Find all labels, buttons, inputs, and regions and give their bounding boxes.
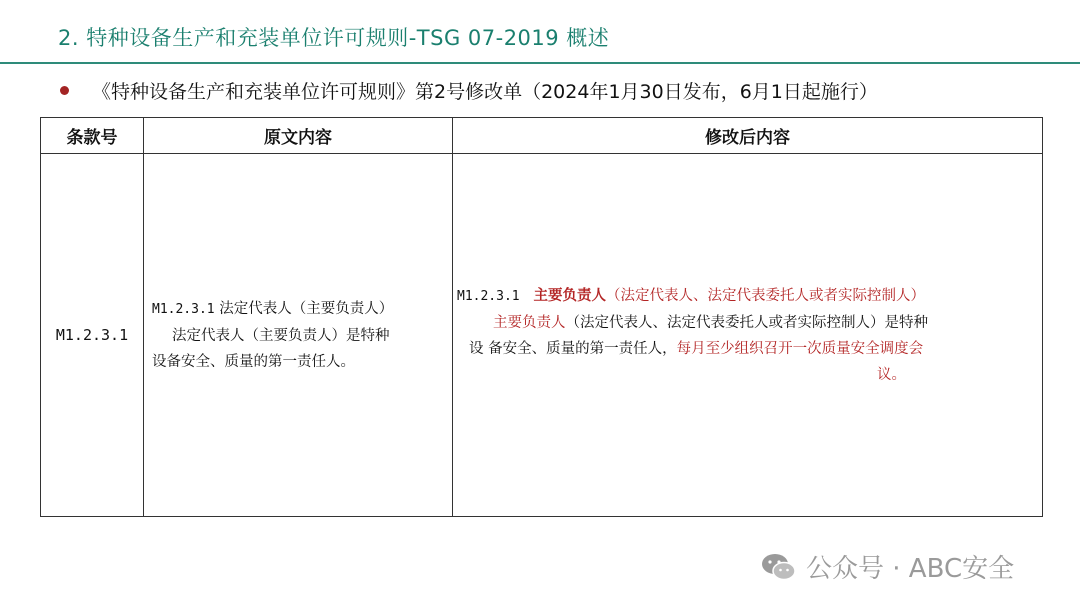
original-body-line1: 法定代表人（主要负责人）是特种: [172, 327, 390, 344]
amendment-table: [40, 117, 1043, 517]
header-revised-content: 修改后内容: [453, 118, 1043, 154]
revised-body-line2-start: 设 备安全、质量的第一责任人，: [469, 340, 677, 357]
watermark: [760, 548, 1014, 585]
revised-content-cell: [453, 154, 1043, 517]
revised-body-line3: [457, 362, 1036, 388]
original-code: M1.2.3.1: [152, 301, 215, 317]
subtitle: 《特种设备生产和充装单位许可规则》第2号修改单（2024年1月30日发布，6月1日起施行）: [92, 81, 878, 103]
wechat-icon: [760, 552, 798, 582]
header-original-content: 原文内容: [144, 118, 453, 154]
watermark-text: 公众号 · ABC安全: [806, 554, 1015, 584]
page-title: 2. 特种设备生产和充装单位许可规则-TSG 07-2019 概述: [58, 26, 610, 50]
title-divider: [0, 62, 1080, 64]
revised-body-line3-red: 议。: [877, 366, 906, 383]
revised-code: M1.2.3.1: [457, 288, 520, 304]
revised-body-line2: [457, 336, 1036, 362]
original-content-cell: [144, 154, 453, 517]
revised-heading: [457, 283, 1036, 310]
revised-body-line2-red: 每月至少组织召开一次质量安全调度会: [676, 340, 924, 357]
table-header-row: [41, 118, 1043, 154]
header-clause-number: 条款号: [41, 118, 144, 154]
clause-number-cell: M1.2.3.1: [41, 154, 144, 517]
original-heading: [152, 296, 446, 323]
revised-body-line1-rest: （法定代表人、法定代表委托人或者实际控制人）是特种: [565, 314, 928, 331]
revised-heading-bold: 主要负责人: [533, 287, 606, 304]
revised-heading-rest: （法定代表人、法定代表委托人或者实际控制人）: [605, 287, 925, 304]
revised-body-red: 主要负责人: [493, 314, 566, 331]
table-row: [41, 154, 1043, 517]
original-heading-text: 法定代表人（主要负责人）: [219, 300, 394, 317]
revised-body-line1: [457, 310, 1036, 336]
original-body-line2: 设备安全、质量的第一责任人。: [152, 353, 355, 370]
bullet-dot: [60, 86, 69, 95]
